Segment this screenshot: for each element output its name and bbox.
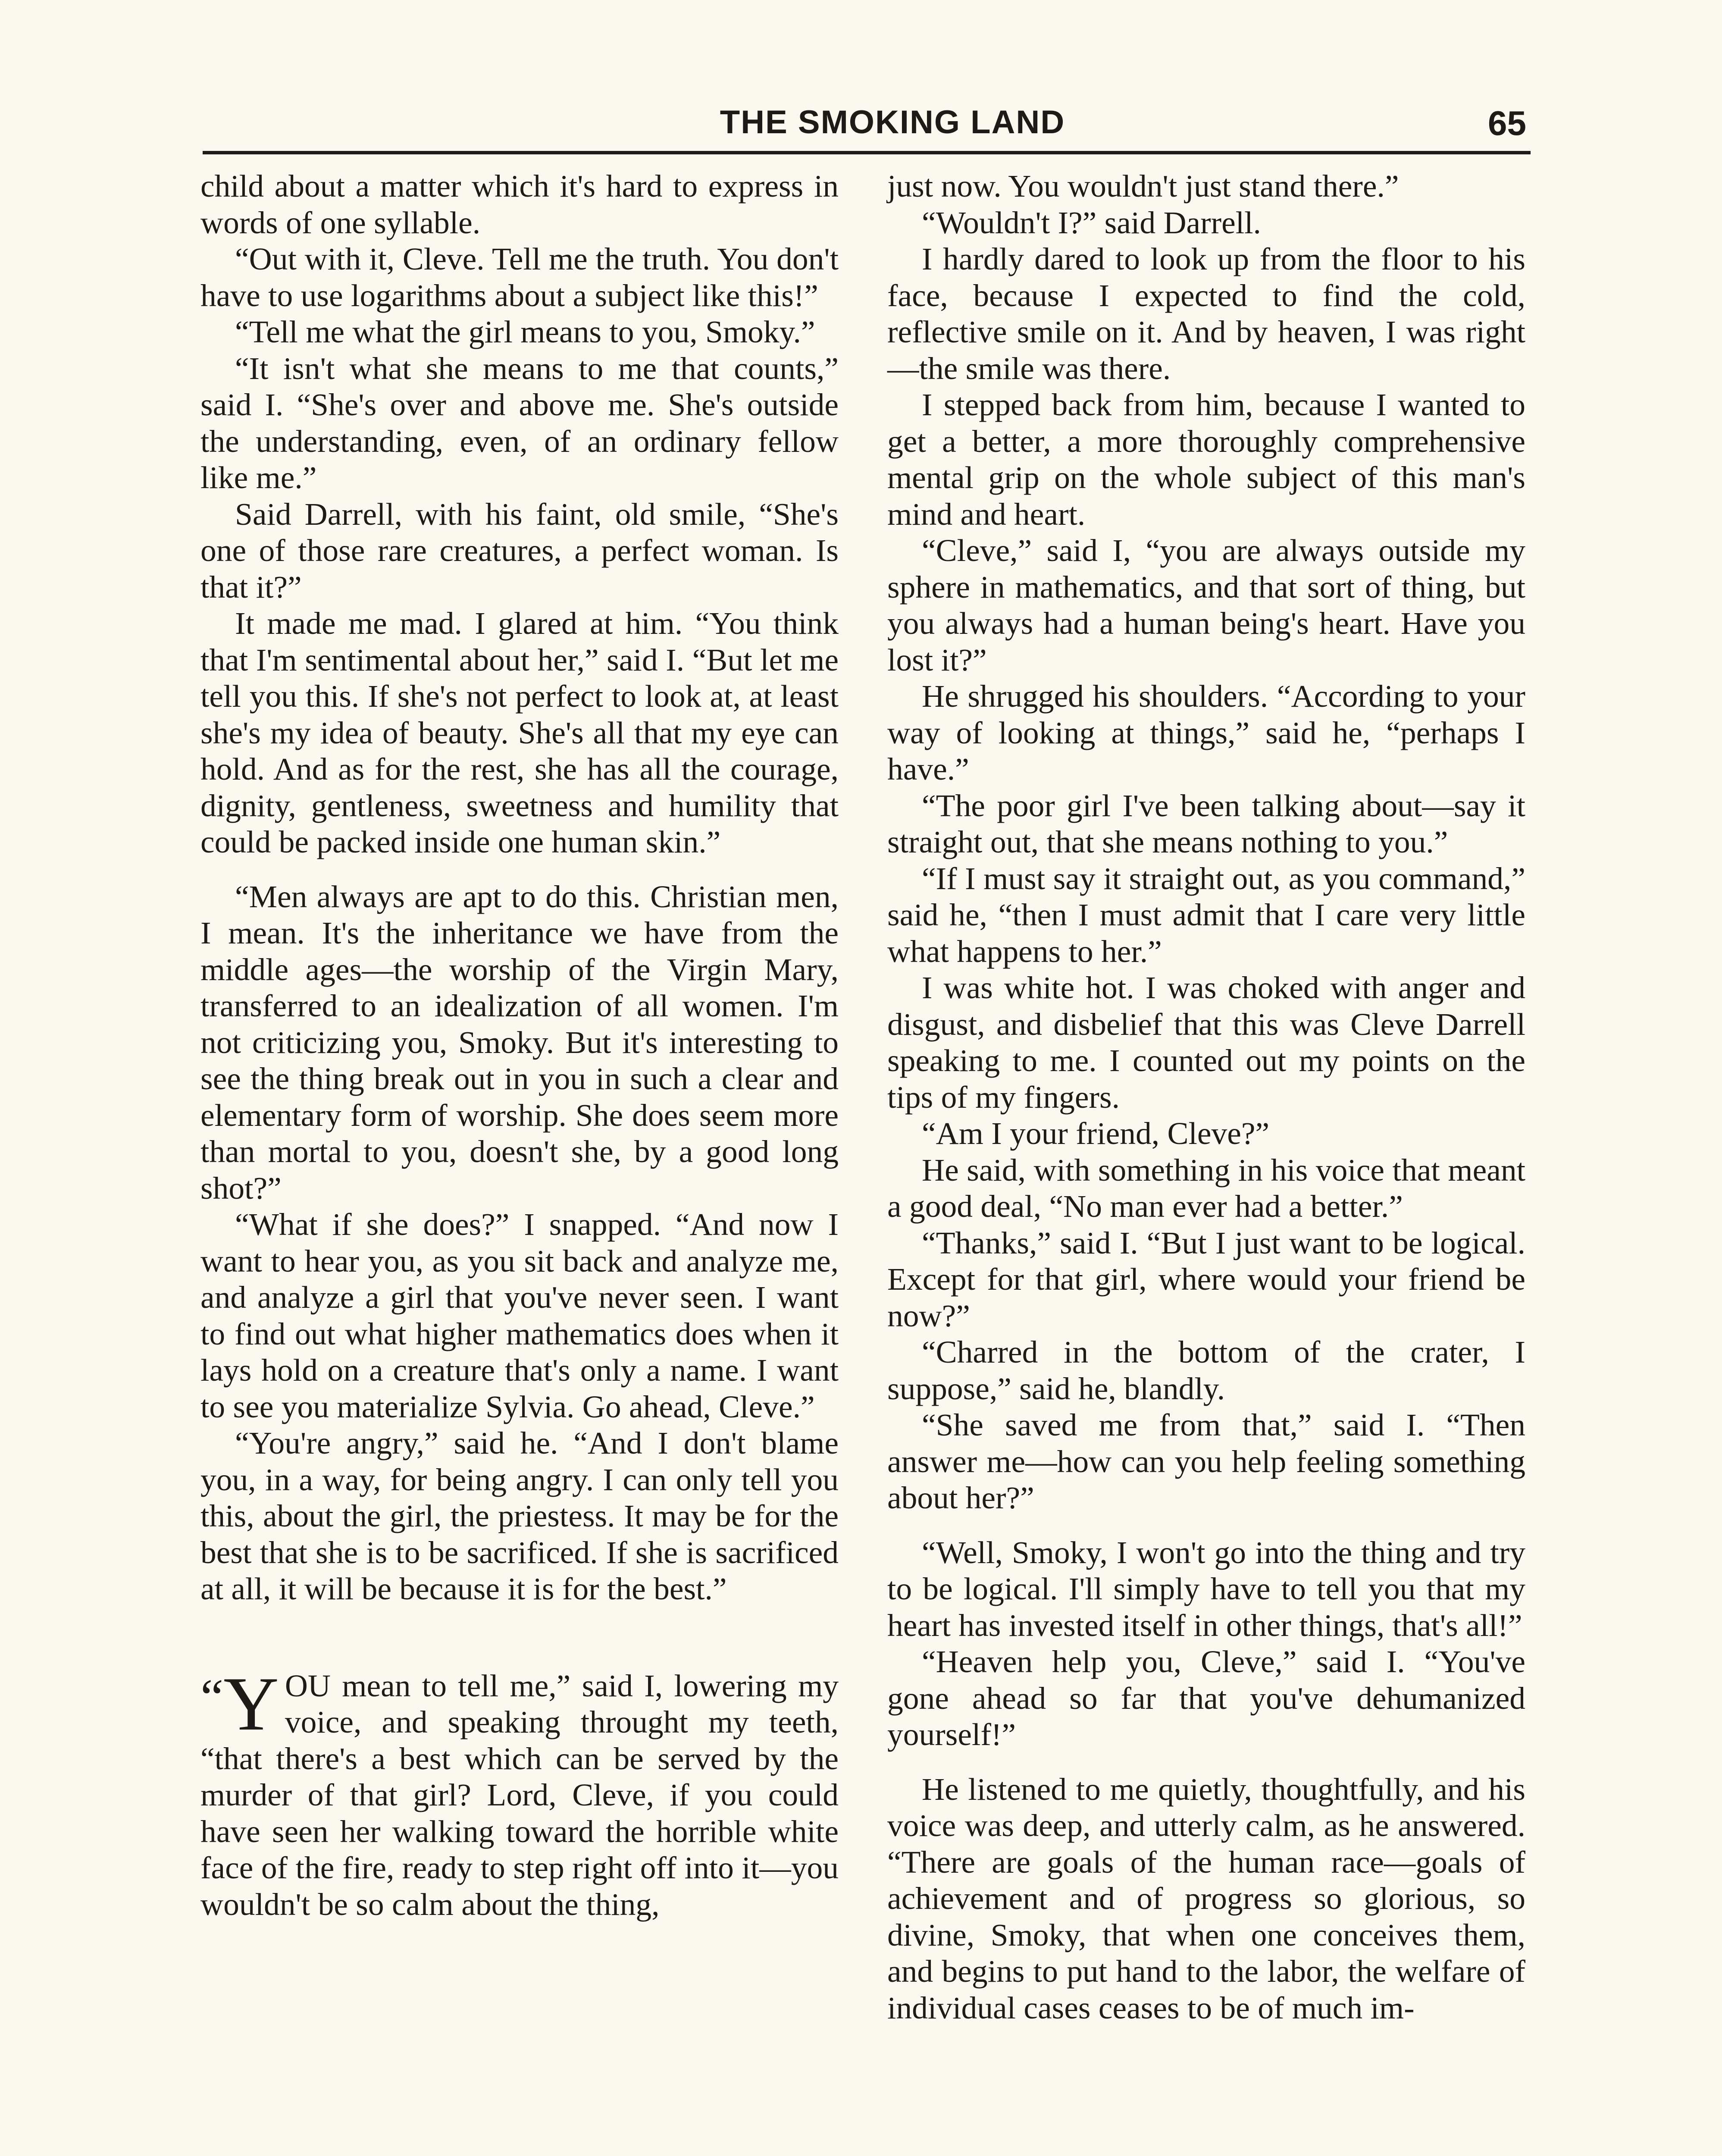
paragraph: “She saved me from that,” said I. “Then answer me—how can you help feeling something about her?” (887, 1407, 1525, 1515)
right-column (887, 168, 1525, 2026)
paragraph: just now. You wouldn't just stand there.” (887, 169, 1399, 204)
paragraph: “You're angry,” said he. “And I don't blame you, in a way, for being angry. I can only tell you this, about the girl, the priestess. It may be for the best that she is to be sacrificed. If she is sacrificed at all, it will be because it is for the best.” (200, 1426, 839, 1606)
paragraph: He said, with something in his voice that meant a good deal, “No man ever had a better.” (887, 1152, 1525, 1224)
drop-cap-letter: Y (223, 1661, 279, 1746)
paragraph: I stepped back from him, because I wanted to get a better, a more thoroughly comprehensive mental grip on the whole subject of this man's mind and heart. (887, 387, 1525, 532)
paragraph: “Wouldn't I?” said Darrell. (922, 205, 1261, 240)
drop-cap (200, 1661, 279, 1746)
left-column (200, 168, 839, 1923)
paragraph: “Out with it, Cleve. Tell me the truth. You don't have to use logarithms about a subject like this!” (200, 241, 839, 313)
paragraph: It made me mad. I glared at him. “You think that I'm sentimental about her,” said I. “But let me tell you this. If she's not perfect to look at, at least she's my idea of beauty. She's all that my eye can hold. And as for the rest, she has all the courage, dignity, gentleness, sweetness and humility that could be packed inside one human skin.” (200, 606, 839, 859)
running-title: THE SMOKING LAND (720, 104, 1065, 141)
paragraph: “Men always are apt to do this. Christian men, I mean. It's the inheritance we have from the middle ages—the worship of the Virgin Mary, transferred to an idealization of all women. I'm not criticizing you, Smoky. But it's interesting to see the thing break out in you in such a clear and elementary form of worship. She does seem more than mortal to you, doesn't she, by a good long shot?” (200, 879, 839, 1206)
paragraph: “Am I your friend, Cleve?” (922, 1116, 1270, 1151)
paragraph: “What if she does?” I snapped. “And now I want to hear you, as you sit back and analyze me, and analyze a girl that you've never seen. I want to find out what higher mathematics does when it lays hold on a creature that's only a name. I want to see you materialize Sylvia. Go ahead, Cleve.” (200, 1207, 839, 1424)
drop-cap-quote: “ (200, 1668, 224, 1726)
paragraph: He shrugged his shoulders. “According to your way of looking at things,” said he, “perhaps I have.” (887, 679, 1525, 787)
paragraph: “It isn't what she means to me that counts,” said I. “She's over and above me. She's outside the understanding, even, of an ordinary fellow like me.” (200, 351, 839, 495)
paragraph: “Heaven help you, Cleve,” said I. “You've gone ahead so far that you've dehumanized yourself!” (887, 1644, 1525, 1752)
paragraph: “The poor girl I've been talking about—say it straight out, that she means nothing to you.” (887, 788, 1525, 859)
paragraph: Said Darrell, with his faint, old smile, “She's one of those rare creatures, a perfect woman. Is that it?” (200, 496, 839, 605)
running-header (203, 103, 1531, 154)
paragraph: “Charred in the bottom of the crater, I suppose,” said he, blandly. (887, 1335, 1525, 1406)
dropcap-paragraph (200, 1661, 839, 1923)
paragraph: “Well, Smoky, I won't go into the thing and try to be logical. I'll simply have to tell you that my heart has invested itself in other things, that's all!” (887, 1535, 1525, 1643)
paragraph: He listened to me quietly, thoughtfully, and his voice was deep, and utterly calm, as he answered. “There are goals of the human race—goals of achievement and of progress so glorious, so divine, Smoky, that when one conceives them, and begins to put hand to the labor, the welfare of individual cases ceases to be of much im- (887, 1771, 1525, 2025)
dropcap-paragraph-text: OU mean to tell me,” said I, lowering my voice, and speaking throught my teeth, “that there's a best which can be served by the murder of that girl? Lord, Cleve, if you could have seen her walking toward the horrible white face of the fire, ready to step right off into it—you wouldn't be so calm about the thing, (200, 1668, 839, 1922)
paragraph: child about a matter which it's hard to express in words of one syllable. (200, 169, 839, 240)
paragraph: I was white hot. I was choked with anger and disgust, and disbelief that this was Cleve Darrell speaking to me. I counted out my points on the tips of my fingers. (887, 970, 1525, 1115)
paragraph: “Tell me what the girl means to you, Smoky.” (235, 314, 815, 349)
paragraph: “Cleve,” said I, “you are always outside my sphere in mathematics, and that sort of thing, but you always had a human being's heart. Have you lost it?” (887, 533, 1525, 677)
page-number: 65 (1488, 104, 1526, 142)
paragraph: “If I must say it straight out, as you command,” said he, “then I must admit that I care very little what happens to her.” (887, 861, 1525, 969)
paragraph: “Thanks,” said I. “But I just want to be logical. Except for that girl, where would your friend be now?” (887, 1225, 1525, 1333)
paragraph: I hardly dared to look up from the floor to his face, because I expected to find the cold, reflective smile on it. And by heaven, I was right—the smile was there. (887, 241, 1525, 386)
